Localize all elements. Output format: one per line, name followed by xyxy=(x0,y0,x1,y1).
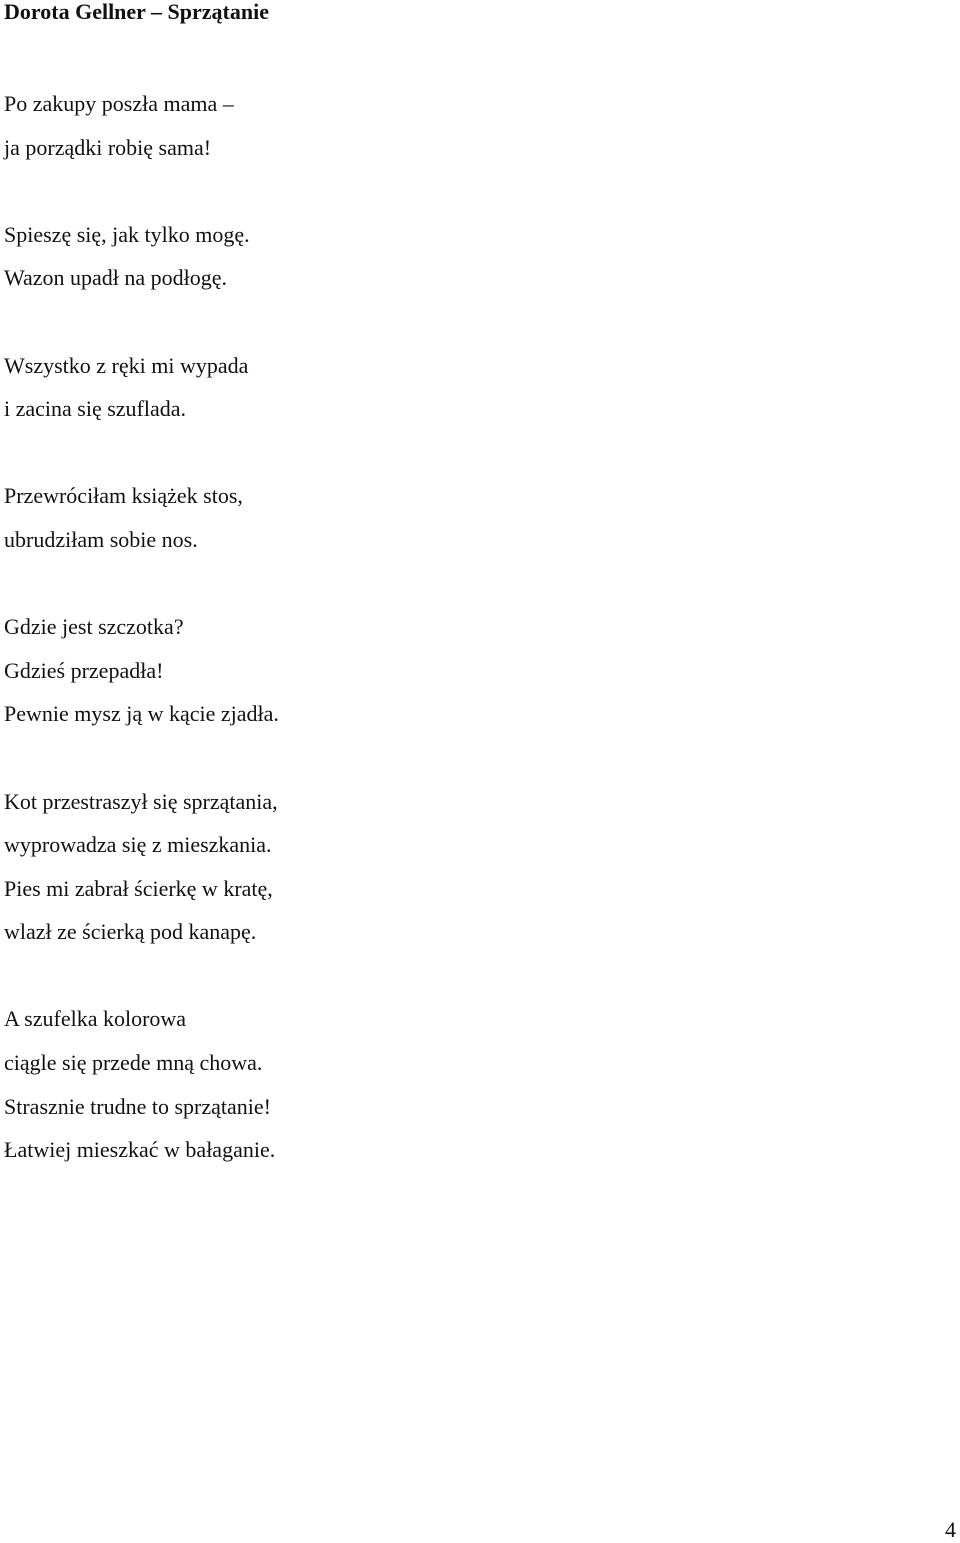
poem-line: Gdzieś przepadła! xyxy=(4,657,164,683)
poem-line: ciągle się przede mną chowa. xyxy=(4,1050,263,1076)
poem-line: Wazon upadł na podłogę. xyxy=(4,265,228,291)
poem-line: Spieszę się, jak tylko mogę. xyxy=(4,221,250,247)
poem-line: wyprowadza się z mieszkania. xyxy=(4,832,272,858)
stanza-2 xyxy=(4,213,904,300)
poem-line: Łatwiej mieszkać w bałaganie. xyxy=(4,1137,276,1163)
poem-line: Przewróciłam książek stos, xyxy=(4,483,243,509)
stanza-5 xyxy=(4,605,904,736)
poem-line: ubrudziłam sobie nos. xyxy=(4,526,198,552)
stanza-1 xyxy=(4,82,904,169)
poem-line: Gdzie jest szczotka? xyxy=(4,614,184,640)
poem-line: i zacina się szuflada. xyxy=(4,396,187,422)
poem-line: Pies mi zabrał ścierkę w kratę, xyxy=(4,875,273,901)
stanza-6 xyxy=(4,780,904,954)
poem-line: wlazł ze ścierką pod kanapę. xyxy=(4,919,257,945)
poem-line: Po zakupy poszła mama – xyxy=(4,91,234,116)
page-number: 4 xyxy=(945,1517,956,1542)
stanza-7 xyxy=(4,997,904,1171)
poem-line: Strasznie trudne to sprzątanie! xyxy=(4,1093,271,1119)
poem-line: Pewnie mysz ją w kącie zjadła. xyxy=(4,701,279,727)
poem-body xyxy=(4,82,904,1172)
poem-title: Dorota Gellner – Sprzątanie xyxy=(4,0,269,24)
poem-line: ja porządki robię sama! xyxy=(4,134,212,160)
poem-line: Kot przestraszył się sprzątania, xyxy=(4,788,278,814)
poem-line: Wszystko z ręki mi wypada xyxy=(4,352,249,378)
stanza-4 xyxy=(4,474,904,561)
poem-line: A szufelka kolorowa xyxy=(4,1006,187,1032)
stanza-3 xyxy=(4,344,904,431)
